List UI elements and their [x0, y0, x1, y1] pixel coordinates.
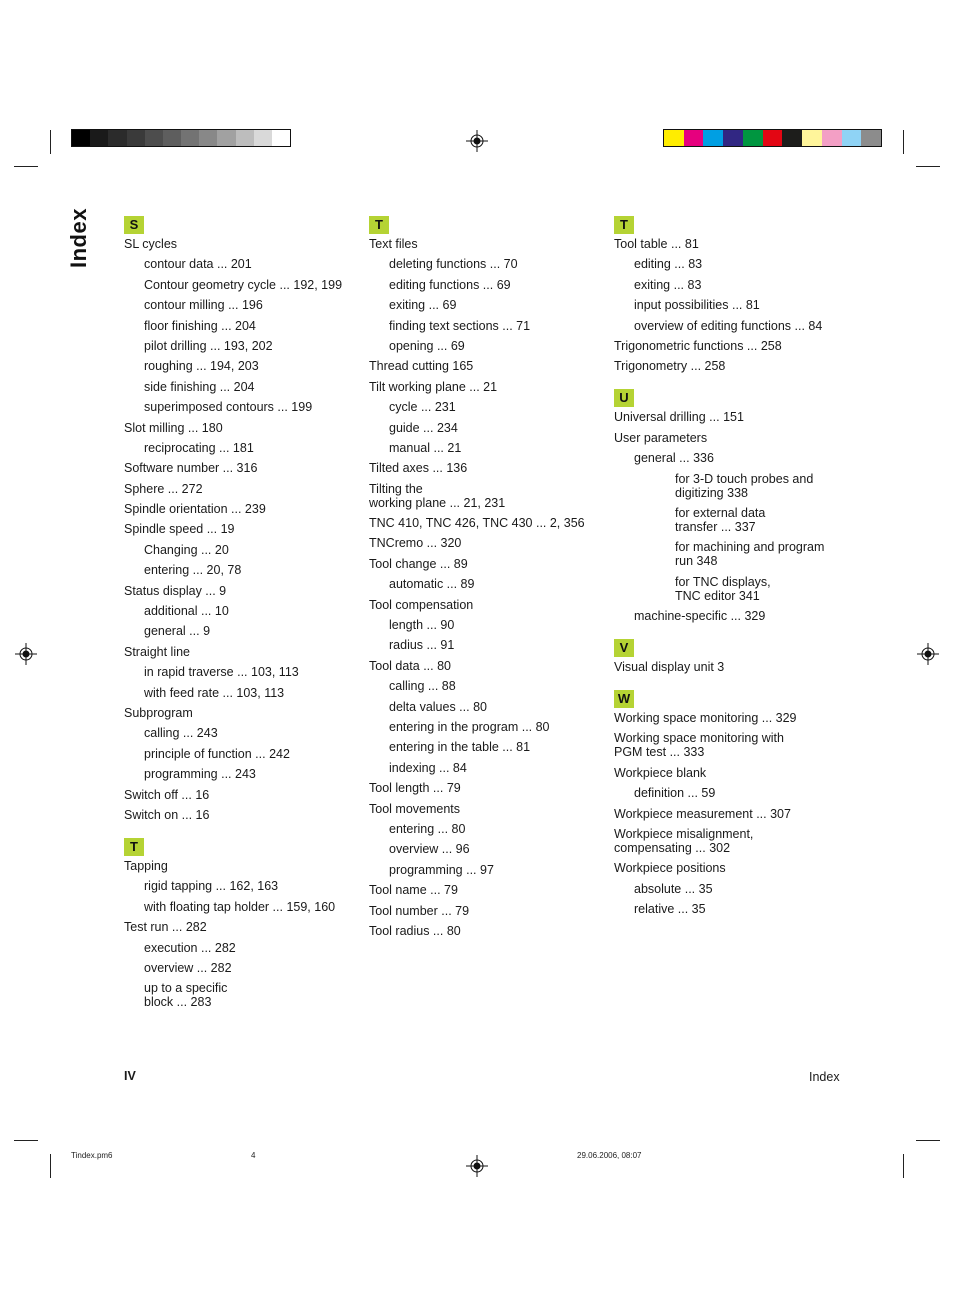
index-subentry: entering ... 20, 78	[144, 563, 242, 578]
index-entry: SL cycles	[124, 237, 178, 251]
grey-swatch	[236, 130, 254, 146]
index-subentry: exiting ... 83	[634, 277, 702, 292]
index-subentry: general ... 336	[634, 451, 714, 466]
grey-swatch	[272, 130, 290, 146]
grey-swatch	[217, 130, 235, 146]
grey-calibration-bar	[71, 129, 291, 147]
color-swatch	[861, 130, 881, 146]
index-subentry: for TNC displays, TNC editor 341	[675, 574, 771, 603]
grey-swatch	[90, 130, 108, 146]
crop-mark-top-left-h	[14, 166, 38, 167]
index-subentry: editing functions ... 69	[389, 277, 511, 292]
index-entry: Straight line	[124, 644, 191, 659]
color-swatch	[723, 130, 743, 146]
index-subentry: pilot drilling ... 193, 202	[144, 338, 273, 353]
index-entry: Tilted axes ... 136	[369, 461, 468, 476]
index-subentry: absolute ... 35	[634, 881, 713, 896]
footer-section-label: Index	[809, 1070, 840, 1084]
grey-swatch	[199, 130, 217, 146]
index-subentry: deleting functions ... 70	[389, 257, 518, 272]
index-entry: User parameters	[614, 430, 708, 445]
index-entry: Subprogram	[124, 705, 193, 720]
index-entry: Working space monitoring with PGM test ... 333	[614, 731, 784, 760]
index-section	[369, 216, 605, 938]
index-subentry: entering in the program ... 80	[389, 719, 550, 734]
index-entry: Status display ... 9	[124, 583, 227, 598]
index-entry: Spindle speed ... 19	[124, 522, 235, 537]
grey-swatch	[145, 130, 163, 146]
index-section	[614, 639, 850, 674]
index-subentry: finding text sections ... 71	[389, 318, 531, 333]
slug-datetime: 29.06.2006, 08:07	[577, 1151, 642, 1160]
crop-mark-bottom-right-v	[903, 1154, 904, 1178]
index-subentry: principle of function ... 242	[144, 746, 290, 761]
grey-swatch	[254, 130, 272, 146]
section-letter-badge: U	[614, 389, 634, 407]
color-swatch	[743, 130, 763, 146]
index-subentry: overview ... 282	[144, 960, 232, 975]
index-subentry: general ... 9	[144, 624, 211, 639]
crop-mark-top-left-v	[50, 130, 51, 154]
color-swatch	[763, 130, 783, 146]
index-subentry: roughing ... 194, 203	[144, 359, 259, 374]
index-entry: Tool radius ... 80	[369, 923, 461, 938]
color-swatch	[802, 130, 822, 146]
grey-swatch	[127, 130, 145, 146]
index-subentry: entering in the table ... 81	[389, 740, 531, 755]
index-entry: Software number ... 316	[124, 461, 258, 476]
color-swatch	[703, 130, 723, 146]
section-letter-badge: T	[614, 216, 634, 234]
index-subentry: opening ... 69	[389, 338, 465, 353]
color-swatch	[842, 130, 862, 146]
index-entry: Thread cutting 165	[369, 359, 474, 374]
index-subentry: relative ... 35	[634, 902, 706, 917]
index-entry: Text files	[369, 237, 418, 251]
index-entry: Tilting the working plane ... 21, 231	[369, 481, 506, 510]
crop-mark-bottom-right-h	[916, 1140, 940, 1141]
index-entry: Tilt working plane ... 21	[369, 379, 498, 394]
registration-mark-left-icon	[15, 643, 37, 665]
grey-swatch	[181, 130, 199, 146]
index-column-3	[614, 216, 850, 932]
color-swatch	[664, 130, 684, 146]
crop-mark-top-right-v	[903, 130, 904, 154]
index-subentry: rigid tapping ... 162, 163	[144, 879, 279, 894]
registration-mark-right-icon	[917, 643, 939, 665]
section-letter-badge: W	[614, 690, 634, 708]
registration-mark-bottom-icon	[466, 1155, 488, 1177]
section-letter-badge: S	[124, 216, 144, 234]
side-title: Index	[66, 208, 91, 268]
index-entry: Tool name ... 79	[369, 883, 458, 898]
section-letter-badge: V	[614, 639, 634, 657]
index-subentry: Contour geometry cycle ... 192, 199	[144, 277, 343, 292]
index-subentry: side finishing ... 204	[144, 379, 255, 394]
color-calibration-bar	[663, 129, 882, 147]
index-entry: Tool data ... 80	[369, 658, 452, 673]
index-entry: Workpiece misalignment, compensating ... 302	[614, 827, 754, 856]
index-entry: Trigonometric functions ... 258	[614, 338, 782, 353]
index-entry: Spindle orientation ... 239	[124, 502, 266, 517]
color-swatch	[822, 130, 842, 146]
index-entry: Workpiece measurement ... 307	[614, 806, 791, 821]
color-swatch	[684, 130, 704, 146]
index-subentry: editing ... 83	[634, 257, 703, 272]
index-subentry: overview ... 96	[389, 842, 470, 857]
index-section	[614, 690, 850, 916]
page-number: IV	[124, 1069, 136, 1083]
index-subentry: definition ... 59	[634, 786, 716, 801]
index-subentry: programming ... 97	[389, 862, 494, 877]
index-subentry: with floating tap holder ... 159, 160	[144, 899, 336, 914]
index-entry: TNC 410, TNC 426, TNC 430 ... 2, 356	[369, 516, 585, 531]
index-entry: TNCremo ... 320	[369, 536, 462, 551]
grey-swatch	[72, 130, 90, 146]
index-subentry: indexing ... 84	[389, 760, 467, 775]
index-entry: Workpiece blank	[614, 765, 707, 780]
index-subentry: input possibilities ... 81	[634, 298, 760, 313]
index-subentry: up to a specific block ... 283	[144, 981, 228, 1010]
registration-mark-top-icon	[466, 130, 488, 152]
index-subentry: floor finishing ... 204	[144, 318, 256, 333]
index-subentry: programming ... 243	[144, 767, 256, 782]
index-entry: Test run ... 282	[124, 920, 207, 935]
index-entry: Universal drilling ... 151	[614, 410, 744, 425]
index-subentry: for 3-D touch probes and digitizing 338	[675, 471, 814, 500]
index-entry: Switch off ... 16	[124, 787, 210, 802]
index-subentry: manual ... 21	[389, 440, 462, 455]
index-subentry: overview of editing functions ... 84	[634, 318, 823, 333]
crop-mark-bottom-left-v	[50, 1154, 51, 1178]
index-entry: Tool compensation	[369, 597, 474, 612]
index-subentry: length ... 90	[389, 618, 455, 633]
grey-swatch	[108, 130, 126, 146]
index-subentry: Changing ... 20	[144, 542, 229, 557]
index-entry: Workpiece positions	[614, 861, 726, 876]
index-entry: Trigonometry ... 258	[614, 359, 726, 374]
index-subentry: exiting ... 69	[389, 298, 457, 313]
index-subentry: contour data ... 201	[144, 257, 252, 272]
slug-page: 4	[251, 1151, 256, 1160]
index-subentry: for machining and program run 348	[675, 540, 825, 569]
index-subentry: with feed rate ... 103, 113	[144, 685, 285, 700]
index-subentry: guide ... 234	[389, 420, 458, 435]
index-subentry: automatic ... 89	[389, 577, 475, 592]
index-entry: Tapping	[124, 858, 168, 873]
index-subentry: for external data transfer ... 337	[675, 505, 766, 534]
section-letter-badge: T	[369, 216, 389, 234]
index-section	[124, 216, 360, 822]
index-subentry: superimposed contours ... 199	[144, 400, 313, 415]
index-section	[614, 216, 850, 373]
index-entry: Switch on ... 16	[124, 807, 210, 822]
index-subentry: entering ... 80	[389, 821, 466, 836]
index-entry: Working space monitoring ... 329	[614, 711, 797, 726]
index-subentry: execution ... 282	[144, 940, 236, 955]
crop-mark-bottom-left-h	[14, 1140, 38, 1141]
index-entry: Slot milling ... 180	[124, 420, 223, 435]
section-letter-badge: T	[124, 838, 144, 856]
index-subentry: delta values ... 80	[389, 699, 487, 714]
index-entry: Visual display unit 3	[614, 660, 725, 675]
color-swatch	[782, 130, 802, 146]
index-entry: Tool table ... 81	[614, 237, 699, 251]
slug-file: Tindex.pm6	[71, 1151, 113, 1160]
index-subentry: reciprocating ... 181	[144, 440, 254, 455]
index-subentry: calling ... 243	[144, 726, 218, 741]
index-section	[614, 389, 850, 623]
index-subentry: radius ... 91	[389, 638, 455, 653]
index-entry: Tool change ... 89	[369, 556, 468, 571]
index-column-2	[369, 216, 605, 954]
index-subentry: calling ... 88	[389, 679, 456, 694]
index-subentry: cycle ... 231	[389, 400, 456, 415]
index-entry: Sphere ... 272	[124, 481, 203, 496]
grey-swatch	[163, 130, 181, 146]
index-subentry: contour milling ... 196	[144, 298, 263, 313]
index-subentry: in rapid traverse ... 103, 113	[144, 665, 299, 680]
index-subentry: machine-specific ... 329	[634, 609, 766, 624]
index-section	[124, 838, 360, 1009]
index-entry: Tool movements	[369, 801, 461, 816]
index-subentry: additional ... 10	[144, 604, 229, 619]
crop-mark-top-right-h	[916, 166, 940, 167]
index-column-1	[124, 216, 360, 1025]
index-entry: Tool number ... 79	[369, 903, 470, 918]
index-entry: Tool length ... 79	[369, 781, 461, 796]
